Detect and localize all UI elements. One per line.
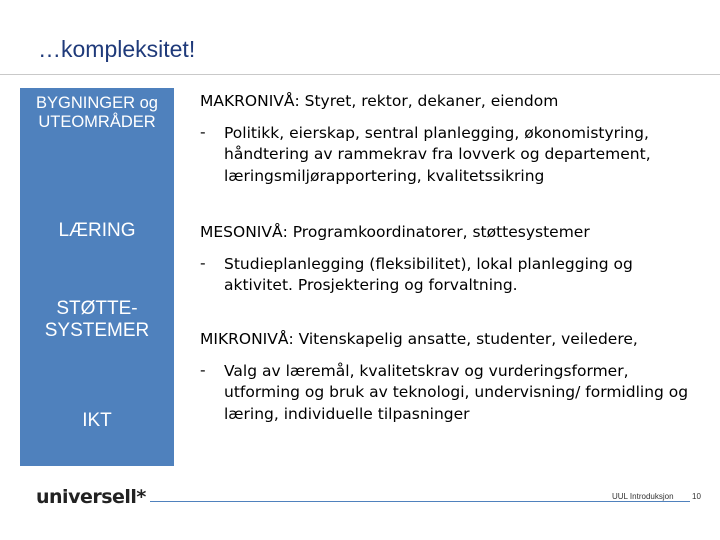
sidebar-item-bygninger: BYGNINGER og UTEOMRÅDER: [36, 94, 158, 132]
sidebar: [20, 88, 174, 466]
section-heading-mikro: MIKRONIVÅ: Vitenskapelig ansatte, studenter, veiledere,: [200, 330, 638, 348]
bullet-text: Politikk, eierskap, sentral planlegging, økonomistyring, håndtering av rammekrav fra lovverk og departement, læringsmiljørapportering, kvalitetssikring: [224, 124, 651, 185]
sidebar-item-ikt: IKT: [82, 410, 112, 431]
bullet-dash: -: [200, 123, 206, 141]
title-divider: [0, 74, 720, 75]
page-number: 10: [692, 492, 701, 501]
bullet-text: Studieplanlegging (fleksibilitet), lokal planlegging og aktivitet. Prosjektering og forvaltning.: [224, 255, 633, 295]
footer-text: UUL Introduksjon: [612, 492, 674, 501]
section-heading-makro: MAKRONIVÅ: Styret, rektor, dekaner, eiendom: [200, 92, 559, 110]
section-heading-meso: MESONIVÅ: Programkoordinatorer, støttesystemer: [200, 223, 590, 241]
sidebar-item-laering: LÆRING: [58, 220, 136, 241]
bullet-text: Valg av læremål, kvalitetskrav og vurderingsformer, utforming og bruk av teknologi, undervisning/ formidling og læring, individuelle tilpasninger: [224, 362, 689, 423]
sidebar-item-stottesystemer: STØTTE-SYSTEMER: [44, 298, 150, 342]
slide-title: …kompleksitet!: [38, 36, 196, 62]
bullet-dash: -: [200, 361, 206, 379]
universell-logo: universell*: [36, 486, 146, 508]
bullet-dash: -: [200, 254, 206, 272]
footer-divider: [150, 501, 690, 502]
